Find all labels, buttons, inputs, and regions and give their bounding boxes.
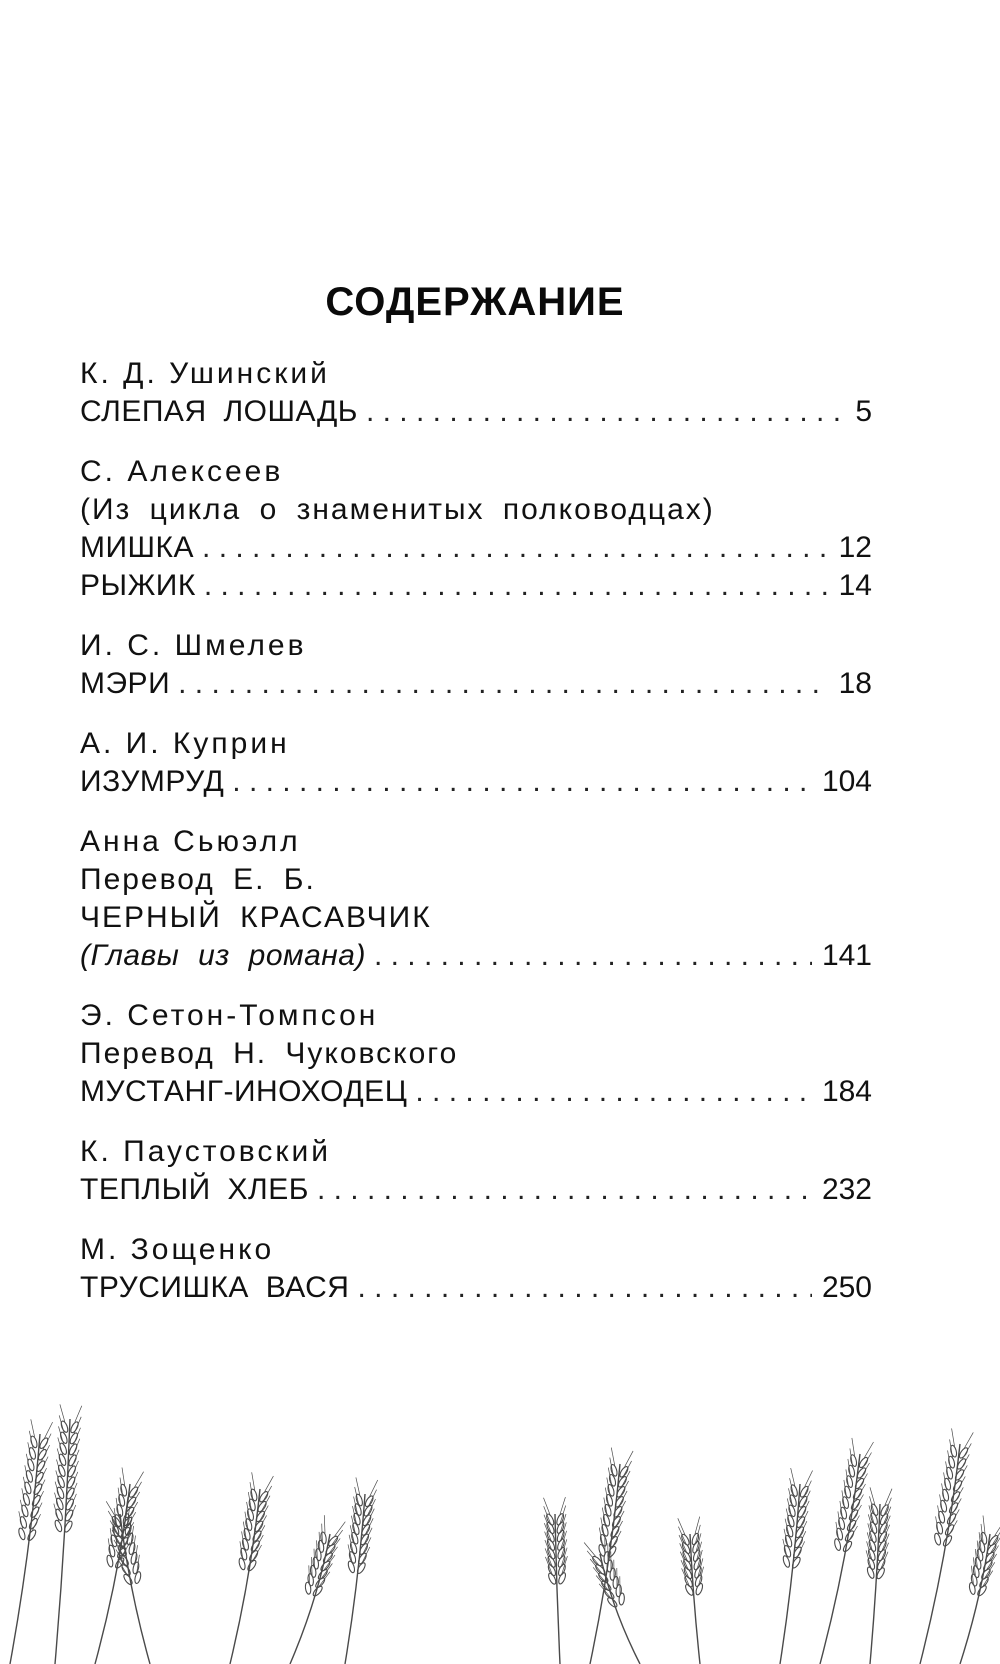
page-number: 18 bbox=[838, 667, 872, 700]
entry-title: ТЕПЛЫЙ ХЛЕБ bbox=[80, 1173, 309, 1206]
wheat-grain bbox=[307, 1573, 314, 1586]
page-number: 232 bbox=[821, 1173, 872, 1206]
wheat-grain bbox=[238, 1557, 246, 1570]
wheat-grain bbox=[60, 1420, 69, 1433]
wheat-ears-icon bbox=[0, 1394, 1000, 1664]
wheat-grain bbox=[950, 1445, 958, 1458]
wheat-grain bbox=[132, 1561, 140, 1574]
wheat-grain bbox=[944, 1478, 952, 1491]
wheat-awn bbox=[356, 1477, 360, 1495]
wheat-grain bbox=[25, 1470, 34, 1483]
author-name: С. Алексеев bbox=[80, 455, 284, 488]
wheat-awn bbox=[45, 1422, 53, 1438]
wheat-awn bbox=[324, 1515, 325, 1533]
wheat-stem bbox=[960, 1534, 990, 1664]
wheat-grain bbox=[978, 1576, 989, 1589]
page-number: 141 bbox=[821, 939, 872, 972]
wheat-grain bbox=[56, 1475, 65, 1488]
wheat-awn bbox=[60, 1404, 65, 1421]
wheat-grain bbox=[22, 1493, 31, 1506]
toc-section bbox=[80, 725, 872, 801]
entry-title: МЭРИ bbox=[80, 667, 171, 700]
author-name: К. Паустовский bbox=[80, 1135, 332, 1168]
wheat-grain bbox=[844, 1530, 855, 1543]
wheat-awn bbox=[952, 1428, 955, 1446]
wheat-awn bbox=[870, 1487, 875, 1504]
toc-section bbox=[80, 627, 872, 703]
wheat-grain bbox=[29, 1506, 40, 1519]
dot-leader bbox=[204, 567, 829, 605]
wheat-grain bbox=[27, 1458, 36, 1471]
wheat-awn bbox=[370, 1480, 378, 1496]
wheat-grain bbox=[59, 1431, 68, 1444]
wheat-grain bbox=[24, 1481, 33, 1494]
wheat-grain bbox=[946, 1467, 954, 1480]
wheat-awn bbox=[135, 1472, 144, 1488]
wheat-grain bbox=[57, 1464, 66, 1477]
wheat-grain bbox=[600, 1580, 612, 1592]
wheat-grain bbox=[69, 1432, 79, 1445]
page-number: 104 bbox=[821, 765, 872, 798]
wheat-grain bbox=[19, 1516, 28, 1529]
page-number: 12 bbox=[838, 531, 872, 564]
wheat-grain bbox=[21, 1504, 30, 1517]
toc-section bbox=[80, 1133, 872, 1209]
dot-leader bbox=[178, 665, 829, 703]
wheat-awn bbox=[122, 1468, 125, 1486]
wheat-grain bbox=[319, 1560, 331, 1572]
wheat-stem bbox=[870, 1504, 880, 1664]
dot-leader bbox=[415, 1073, 812, 1111]
translator-note: Перевод Н. Чуковского bbox=[80, 1037, 459, 1070]
toc-section bbox=[80, 355, 872, 431]
author-name: И. С. Шмелев bbox=[80, 629, 307, 662]
wheat-grain bbox=[934, 1533, 942, 1546]
wheat-grain bbox=[18, 1527, 27, 1540]
wheat-awn bbox=[852, 1438, 855, 1456]
wheat-grain bbox=[976, 1584, 987, 1597]
author-name: К. Д. Ушинский bbox=[80, 357, 330, 390]
toc-section bbox=[80, 1231, 872, 1307]
wheat-awn bbox=[623, 1461, 632, 1477]
toc-section bbox=[80, 823, 872, 975]
page-title: СОДЕРЖАНИЕ bbox=[325, 280, 625, 324]
dot-leader bbox=[357, 1269, 811, 1307]
wheat-grain bbox=[322, 1552, 334, 1564]
wheat-grain bbox=[305, 1582, 312, 1595]
toc-entry[interactable] bbox=[80, 393, 872, 431]
wheat-grain bbox=[54, 1508, 63, 1521]
wheat-awn bbox=[805, 1471, 813, 1487]
section-note: (Из цикла о знаменитых полководцах) bbox=[80, 493, 715, 526]
wheat-grain bbox=[607, 1560, 613, 1572]
dot-leader bbox=[232, 763, 812, 801]
wheat-grain bbox=[28, 1517, 39, 1530]
entry-title: РЫЖИК bbox=[80, 569, 196, 602]
wheat-grain bbox=[26, 1529, 37, 1542]
wheat-awn bbox=[790, 1478, 794, 1496]
wheat-grain bbox=[312, 1557, 319, 1570]
wheat-grain bbox=[58, 1453, 67, 1466]
wheat-grain bbox=[32, 1483, 43, 1496]
wheat-stem bbox=[820, 1454, 860, 1664]
wheat-grain bbox=[355, 1493, 364, 1506]
dot-leader bbox=[366, 393, 845, 431]
translator-note: Перевод Е. Б. bbox=[80, 863, 316, 896]
toc-entry[interactable] bbox=[80, 529, 872, 567]
wheat-awn bbox=[560, 1497, 565, 1514]
wheat-grain bbox=[944, 1524, 955, 1537]
wheat-grain bbox=[56, 1486, 65, 1499]
wheat-awn bbox=[611, 1448, 614, 1466]
wheat-awn bbox=[544, 1498, 551, 1515]
wheat-grain bbox=[936, 1522, 944, 1535]
toc-entry[interactable] bbox=[80, 937, 872, 975]
table-of-contents bbox=[80, 355, 872, 1329]
toc-entry[interactable] bbox=[80, 1269, 872, 1307]
wheat-grain bbox=[842, 1540, 853, 1553]
wheat-awn bbox=[31, 1419, 35, 1437]
wheat-awn bbox=[625, 1451, 634, 1467]
wheat-grain bbox=[349, 1541, 358, 1554]
wheat-awn bbox=[864, 1442, 873, 1458]
toc-entry[interactable] bbox=[80, 763, 872, 801]
wheat-grain bbox=[352, 1522, 361, 1535]
toc-entry[interactable] bbox=[80, 1171, 872, 1209]
toc-section bbox=[80, 453, 872, 605]
wheat-grain bbox=[130, 1552, 138, 1565]
toc-entry[interactable] bbox=[80, 1073, 872, 1111]
wheat-grain bbox=[610, 1568, 616, 1580]
wheat-grain bbox=[69, 1421, 79, 1434]
wheat-grain bbox=[55, 1497, 64, 1510]
wheat-grain bbox=[315, 1548, 322, 1561]
wheat-grain bbox=[320, 1532, 327, 1545]
dot-leader bbox=[202, 529, 829, 567]
author-name: Анна Сьюэлл bbox=[80, 825, 301, 858]
wheat-awn bbox=[265, 1476, 274, 1492]
wheat-grain bbox=[31, 1494, 42, 1507]
wheat-awn bbox=[369, 1490, 377, 1506]
wheat-grain bbox=[594, 1563, 606, 1575]
wheat-stem bbox=[55, 1419, 70, 1664]
wheat-grain bbox=[616, 1584, 622, 1596]
wheat-awn bbox=[695, 1517, 700, 1534]
wheat-grain bbox=[942, 1535, 953, 1548]
wheat-stem bbox=[230, 1489, 260, 1664]
wheat-grain bbox=[982, 1559, 993, 1572]
page-number: 5 bbox=[855, 395, 872, 428]
wheat-grain bbox=[940, 1500, 948, 1513]
wheat-grain bbox=[604, 1551, 610, 1563]
wheat-grain bbox=[597, 1572, 609, 1584]
wheat-awn bbox=[964, 1432, 973, 1448]
wheat-grain bbox=[348, 1551, 357, 1564]
wheat-grain bbox=[613, 1576, 619, 1588]
page-number: 250 bbox=[821, 1271, 872, 1304]
author-name: А. И. Куприн bbox=[80, 727, 290, 760]
work-title: ЧЕРНЫЙ КРАСАВЧИК bbox=[80, 901, 432, 934]
wheat-grain bbox=[318, 1540, 325, 1553]
wheat-awn bbox=[263, 1486, 272, 1502]
wheat-awn bbox=[75, 1406, 82, 1423]
page-number: 184 bbox=[821, 1075, 872, 1108]
dot-leader bbox=[317, 1171, 812, 1209]
dot-leader bbox=[374, 937, 812, 975]
wheat-grain bbox=[240, 1548, 248, 1561]
entry-title: ТРУСИШКА ВАСЯ bbox=[80, 1271, 350, 1304]
wheat-stem bbox=[120, 1514, 150, 1664]
wheat-grain bbox=[353, 1513, 362, 1526]
wheat-stem bbox=[600, 1554, 640, 1664]
wheat-grain bbox=[310, 1565, 317, 1578]
wheat-grain bbox=[134, 1571, 142, 1584]
wheat-grain bbox=[948, 1456, 956, 1469]
toc-entry[interactable] bbox=[80, 665, 872, 703]
wheat-grain bbox=[354, 1503, 363, 1516]
entry-title: МИШКА bbox=[80, 531, 195, 564]
wheat-grain bbox=[350, 1532, 359, 1545]
wheat-grain bbox=[619, 1593, 625, 1605]
wheat-stem bbox=[10, 1434, 40, 1664]
wheat-awn bbox=[678, 1518, 685, 1535]
entry-title: МУСТАНГ-ИНОХОДЕЦ bbox=[80, 1075, 408, 1108]
wheat-awn bbox=[791, 1468, 795, 1486]
wheat-awn bbox=[983, 1516, 985, 1534]
wheat-grain bbox=[54, 1519, 63, 1532]
wheat-stem bbox=[920, 1444, 960, 1664]
wheat-grain bbox=[30, 1435, 39, 1448]
wheat-stem bbox=[290, 1534, 330, 1664]
wheat-grain bbox=[28, 1447, 37, 1460]
page-number: 14 bbox=[838, 569, 872, 602]
author-name: М. Зощенко bbox=[80, 1233, 275, 1266]
wheat-grain bbox=[980, 1568, 991, 1581]
entry-title: ИЗУМРУД bbox=[80, 765, 225, 798]
wheat-grain bbox=[347, 1560, 356, 1573]
wheat-grain bbox=[59, 1442, 68, 1455]
entry-title: СЛЕПАЯ ЛОШАДЬ bbox=[80, 395, 358, 428]
wheat-grain bbox=[942, 1489, 950, 1502]
toc-entry[interactable] bbox=[80, 567, 872, 605]
wheat-grain bbox=[938, 1511, 946, 1524]
wheat-awn bbox=[804, 1481, 812, 1497]
wheat-awn bbox=[252, 1472, 255, 1490]
wheat-awn bbox=[885, 1489, 892, 1506]
toc-section bbox=[80, 997, 872, 1111]
wheat-stem bbox=[345, 1494, 365, 1664]
author-name: Э. Сетон-Томпсон bbox=[80, 999, 379, 1032]
entry-title: (Главы из романа) bbox=[80, 939, 366, 972]
